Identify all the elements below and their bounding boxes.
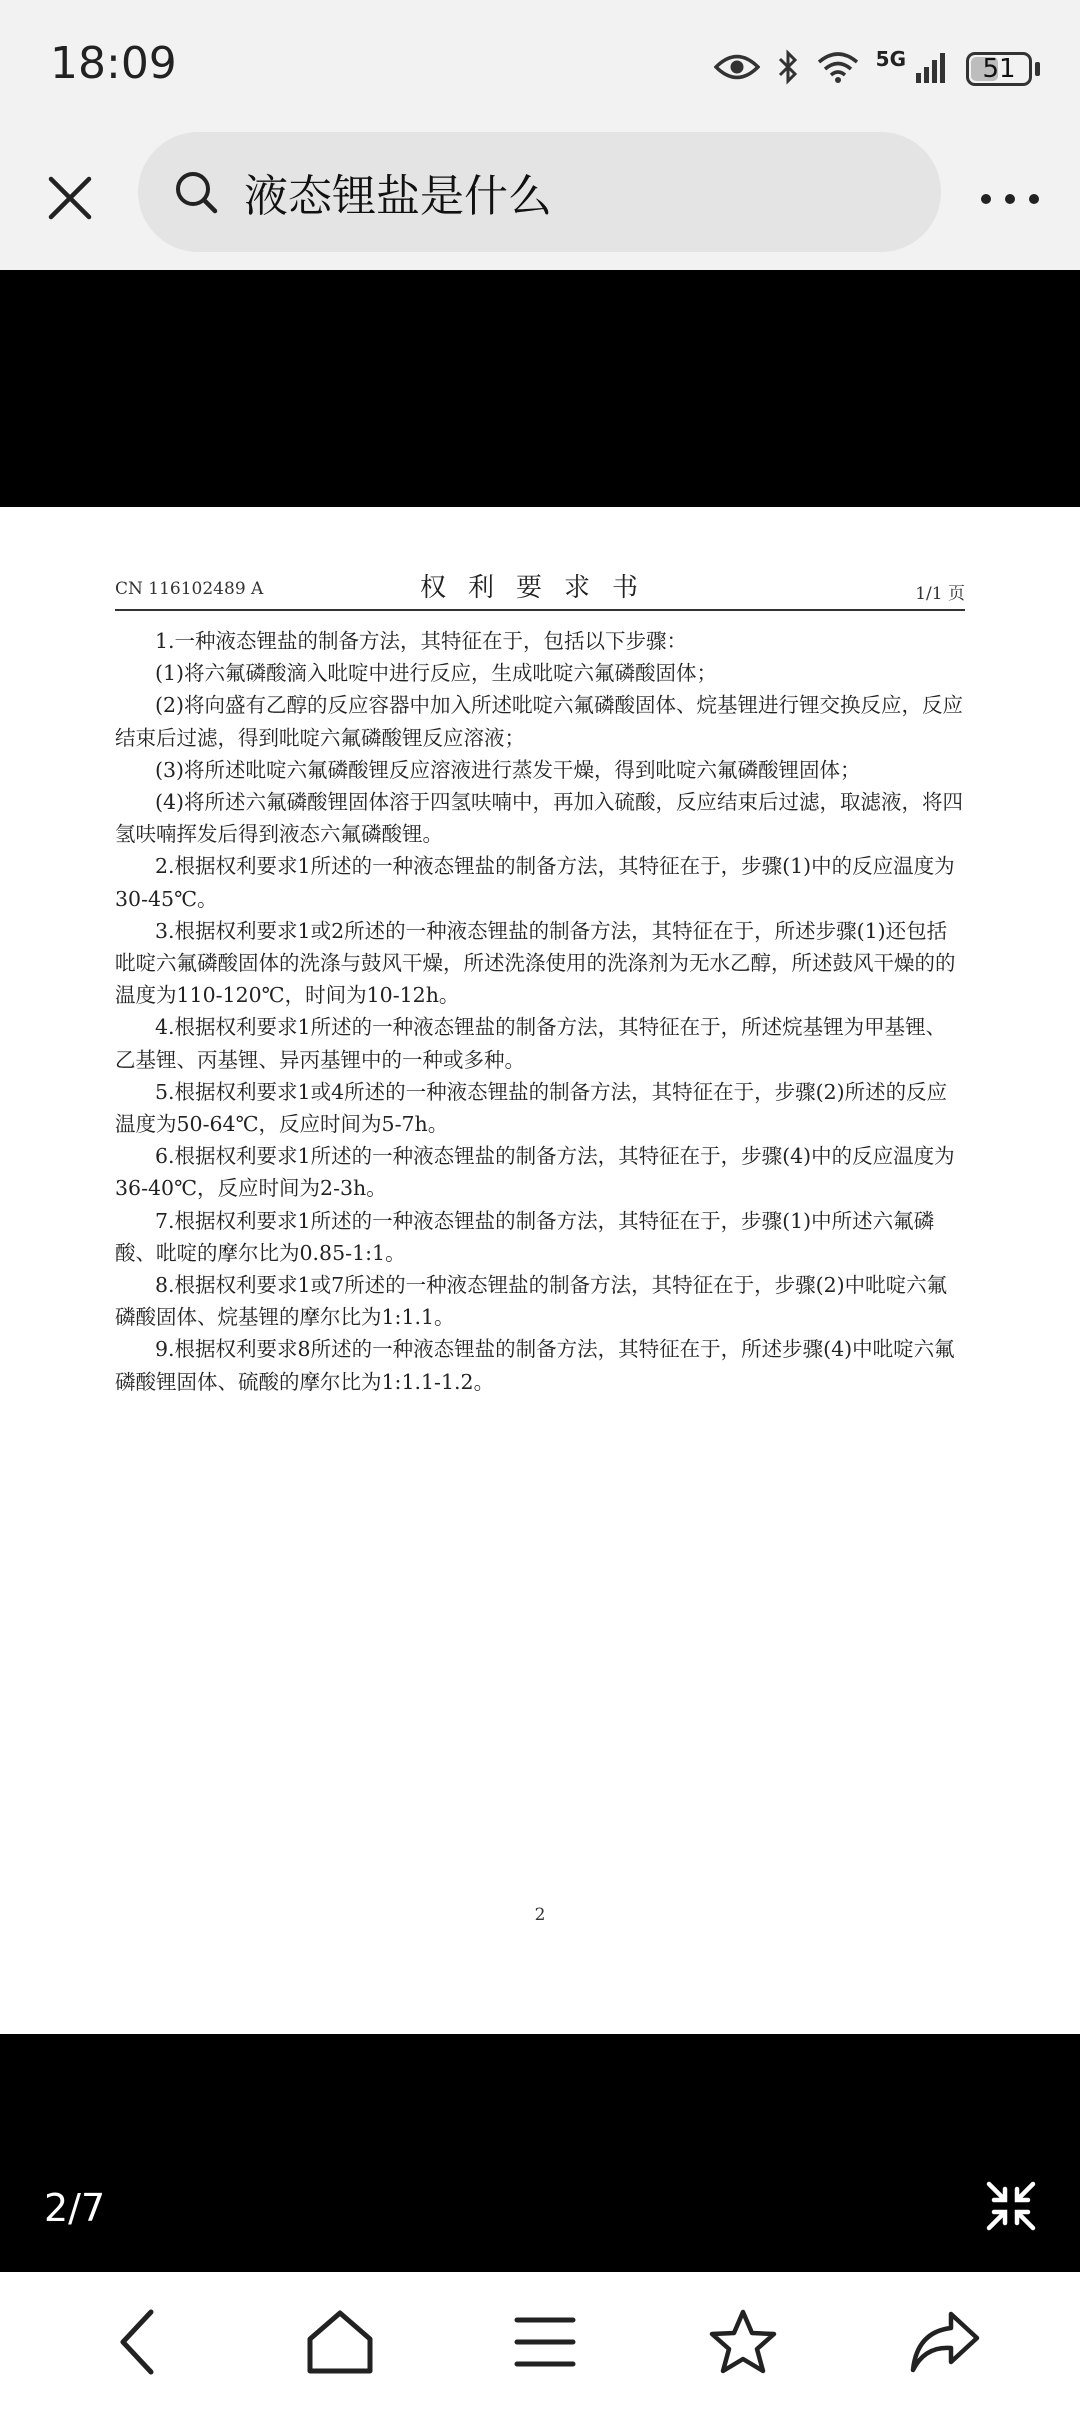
- search-bar[interactable]: [138, 132, 941, 252]
- bluetooth-icon: [776, 49, 800, 89]
- battery-cap: [1035, 62, 1040, 76]
- claim-paragraph: 4.根据权利要求1所述的一种液态锂盐的制备方法，其特征在于，所述烷基锂为甲基锂、乙基锂、丙基锂、异丙基锂中的一种或多种。: [115, 1015, 947, 1072]
- claim-paragraph: 5.根据权利要求1或4所述的一种液态锂盐的制备方法，其特征在于，步骤(2)所述的反应温度为50-64℃，反应时间为5-7h。: [115, 1079, 948, 1137]
- more-icon-dot: [1005, 194, 1015, 204]
- battery-level: 51: [982, 54, 1016, 84]
- doc-body: [115, 625, 965, 1398]
- collapse-button[interactable]: [985, 2180, 1037, 2232]
- claim-paragraph: 2.根据权利要求1所述的一种液态锂盐的制备方法，其特征在于，步骤(1)中的反应温度为30-45℃。: [115, 854, 955, 911]
- battery-indicator: [966, 52, 1040, 86]
- more-icon-dot: [1029, 194, 1039, 204]
- share-icon: [909, 2310, 981, 2374]
- bottom-nav: [0, 2272, 1080, 2412]
- more-icon: [981, 194, 991, 204]
- claim-paragraph: 9.根据权利要求8所述的一种液态锂盐的制备方法，其特征在于，所述步骤(4)中吡啶六氟磷酸锂固体、硫酸的摩尔比为1:1.1-1.2。: [115, 1337, 955, 1394]
- search-icon: [172, 168, 220, 216]
- status-bar: [0, 0, 1080, 130]
- status-time: 18:09: [50, 38, 177, 89]
- more-button[interactable]: [965, 174, 1055, 224]
- home-button[interactable]: [300, 2302, 380, 2382]
- claim-paragraph: 1.一种液态锂盐的制备方法，其特征在于，包括以下步骤：: [155, 629, 688, 653]
- eye-icon: [714, 52, 760, 86]
- doc-footer-page-number: 2: [534, 1905, 546, 1925]
- doc-number: CN 116102489 A: [115, 579, 264, 599]
- home-icon: [304, 2307, 376, 2377]
- close-button[interactable]: [40, 168, 100, 228]
- status-icons: [714, 44, 1040, 94]
- collapse-icon: [985, 2180, 1037, 2232]
- wifi-icon: [816, 50, 860, 88]
- claim-paragraph: 7.根据权利要求1所述的一种液态锂盐的制备方法，其特征在于，步骤(1)中所述六氟磷酸、吡啶的摩尔比为0.85-1:1。: [115, 1208, 935, 1265]
- back-icon: [113, 2307, 163, 2377]
- claim-paragraph: 3.根据权利要求1或2所述的一种液态锂盐的制备方法，其特征在于，所述步骤(1)还包括吡啶六氟磷酸固体的洗涤与鼓风干燥，所述洗涤使用的洗涤剂为无水乙醇，所述鼓风干燥的的温度为110-120℃，时间为10-12h。: [115, 918, 956, 1008]
- back-button[interactable]: [98, 2302, 178, 2382]
- signal-icon: [914, 51, 950, 87]
- menu-button[interactable]: [505, 2302, 585, 2382]
- search-header: [0, 130, 1080, 270]
- claim-paragraph: 8.根据权利要求1或7所述的一种液态锂盐的制备方法，其特征在于，步骤(2)中吡啶六氟磷酸固体、烷基锂的摩尔比为1:1.1。: [115, 1273, 948, 1330]
- viewer-bottom-band: [0, 2034, 1080, 2272]
- share-button[interactable]: [905, 2302, 985, 2382]
- star-icon: [708, 2308, 778, 2376]
- doc-title: 权利要求书: [419, 573, 660, 603]
- network-type: 5G: [875, 47, 906, 71]
- page-counter: 2/7: [44, 2186, 106, 2230]
- document-page[interactable]: [0, 507, 1080, 2034]
- favorite-button[interactable]: [703, 2302, 783, 2382]
- search-query[interactable]: 液态锂盐是什么: [244, 171, 552, 222]
- doc-header: [115, 567, 965, 611]
- claim-paragraph: (1)将六氟磷酸滴入吡啶中进行反应，生成吡啶六氟磷酸固体；: [155, 661, 718, 686]
- close-icon: [47, 175, 93, 221]
- doc-page-label: 1/1 页: [915, 584, 965, 604]
- battery-icon: [966, 52, 1032, 86]
- viewer-top-band: [0, 270, 1080, 507]
- claim-paragraph: (3)将所述吡啶六氟磷酸锂反应溶液进行蒸发干燥，得到吡啶六氟磷酸锂固体；: [155, 757, 861, 782]
- claim-paragraph: (4)将所述六氟磷酸锂固体溶于四氢呋喃中，再加入硫酸，反应结束后过滤，取滤液，将四氢呋喃挥发后得到液态六氟磷酸锂。: [115, 790, 964, 847]
- menu-icon: [513, 2312, 577, 2372]
- claim-paragraph: (2)将向盛有乙醇的反应容器中加入所述吡啶六氟磷酸固体、烷基锂进行锂交换反应，反应结束后过滤，得到吡啶六氟磷酸锂反应溶液；: [115, 693, 964, 750]
- claim-paragraph: 6.根据权利要求1所述的一种液态锂盐的制备方法，其特征在于，步骤(4)中的反应温度为36-40℃，反应时间为2-3h。: [115, 1144, 955, 1201]
